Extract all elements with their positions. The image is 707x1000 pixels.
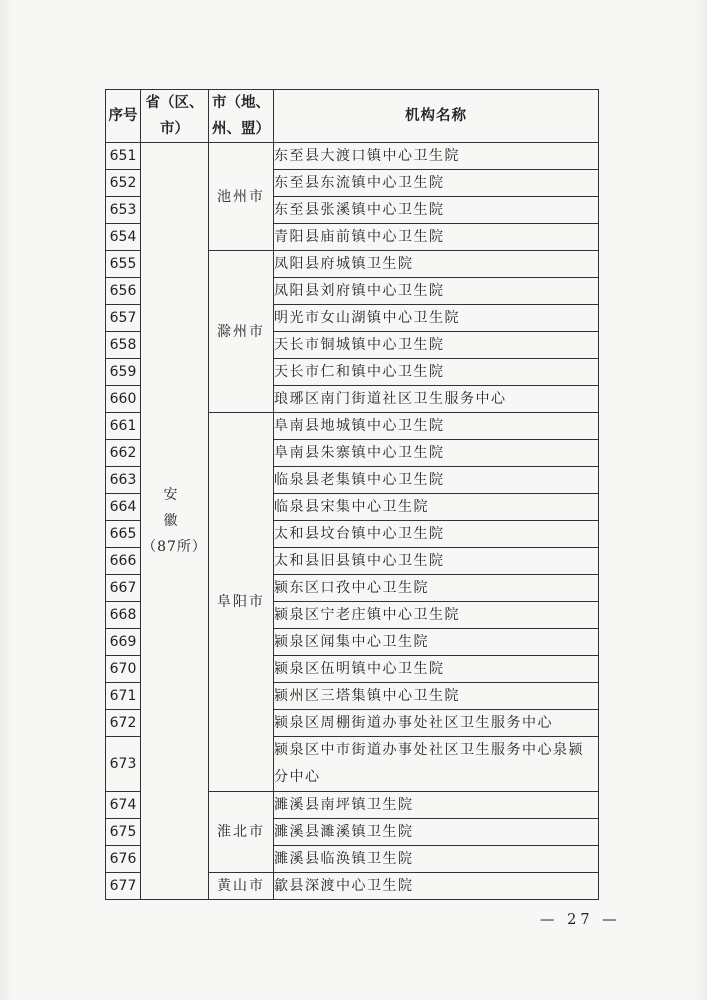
institution-name: 濉溪县濉溪镇卫生院 (274, 819, 599, 846)
institution-name: 东至县张溪镇中心卫生院 (274, 197, 599, 224)
row-no: 652 (106, 170, 141, 197)
institution-name: 颍泉区闻集中心卫生院 (274, 629, 599, 656)
row-no: 676 (106, 846, 141, 873)
row-no: 662 (106, 440, 141, 467)
institution-name: 颍泉区中市街道办事处社区卫生服务中心泉颍分中心 (274, 737, 599, 792)
row-no: 672 (106, 710, 141, 737)
city-cell-huaibei: 淮北市 (209, 792, 274, 873)
row-no: 668 (106, 602, 141, 629)
institution-name: 歙县深渡中心卫生院 (274, 873, 599, 900)
institution-name: 临泉县老集镇中心卫生院 (274, 467, 599, 494)
header-city: 市（地、州、盟） (209, 90, 274, 143)
row-no: 670 (106, 656, 141, 683)
province-name: 安徽 (163, 487, 200, 529)
row-no: 661 (106, 413, 141, 440)
institution-name: 明光市女山湖镇中心卫生院 (274, 305, 599, 332)
row-no: 651 (106, 143, 141, 170)
row-no: 674 (106, 792, 141, 819)
row-no: 659 (106, 359, 141, 386)
row-no: 660 (106, 386, 141, 413)
institution-name: 濉溪县南坪镇卫生院 (274, 792, 599, 819)
row-no: 677 (106, 873, 141, 900)
institution-name: 东至县大渡口镇中心卫生院 (274, 143, 599, 170)
institution-name: 琅琊区南门街道社区卫生服务中心 (274, 386, 599, 413)
row-no: 653 (106, 197, 141, 224)
row-no: 669 (106, 629, 141, 656)
city-cell-chizhou: 池州市 (209, 143, 274, 251)
institution-name: 天长市铜城镇中心卫生院 (274, 332, 599, 359)
row-no: 658 (106, 332, 141, 359)
institution-name: 阜南县朱寨镇中心卫生院 (274, 440, 599, 467)
institution-name: 东至县东流镇中心卫生院 (274, 170, 599, 197)
page-number: — 27 — (540, 912, 621, 928)
row-no: 667 (106, 575, 141, 602)
row-no: 655 (106, 251, 141, 278)
institution-name: 天长市仁和镇中心卫生院 (274, 359, 599, 386)
city-cell-fuyang: 阜阳市 (209, 413, 274, 792)
province-count: （87所） (142, 539, 207, 555)
institution-name: 颍泉区伍明镇中心卫生院 (274, 656, 599, 683)
table-header-row (106, 90, 599, 143)
row-no: 663 (106, 467, 141, 494)
province-cell (141, 143, 209, 900)
institution-name: 太和县旧县镇中心卫生院 (274, 548, 599, 575)
row-no: 657 (106, 305, 141, 332)
row-no: 675 (106, 819, 141, 846)
header-no: 序号 (106, 90, 141, 143)
header-name: 机构名称 (274, 90, 599, 143)
row-no: 654 (106, 224, 141, 251)
row-no: 666 (106, 548, 141, 575)
table-row (106, 143, 599, 170)
institution-table (105, 89, 599, 900)
institution-name: 凤阳县府城镇卫生院 (274, 251, 599, 278)
institution-name: 临泉县宋集中心卫生院 (274, 494, 599, 521)
row-no: 656 (106, 278, 141, 305)
institution-name: 颍东区口孜中心卫生院 (274, 575, 599, 602)
institution-name: 青阳县庙前镇中心卫生院 (274, 224, 599, 251)
institution-name: 颍州区三塔集镇中心卫生院 (274, 683, 599, 710)
institution-name: 濉溪县临涣镇卫生院 (274, 846, 599, 873)
institution-name: 颍泉区宁老庄镇中心卫生院 (274, 602, 599, 629)
institution-name: 凤阳县刘府镇中心卫生院 (274, 278, 599, 305)
institution-name: 颍泉区周棚街道办事处社区卫生服务中心 (274, 710, 599, 737)
institution-name: 阜南县地城镇中心卫生院 (274, 413, 599, 440)
row-no: 673 (106, 737, 141, 792)
row-no: 664 (106, 494, 141, 521)
row-no: 671 (106, 683, 141, 710)
city-cell-chuzhou: 滁州市 (209, 251, 274, 413)
row-no: 665 (106, 521, 141, 548)
institution-name: 太和县坟台镇中心卫生院 (274, 521, 599, 548)
header-province: 省（区、市） (141, 90, 209, 143)
city-cell-huangshan: 黄山市 (209, 873, 274, 900)
